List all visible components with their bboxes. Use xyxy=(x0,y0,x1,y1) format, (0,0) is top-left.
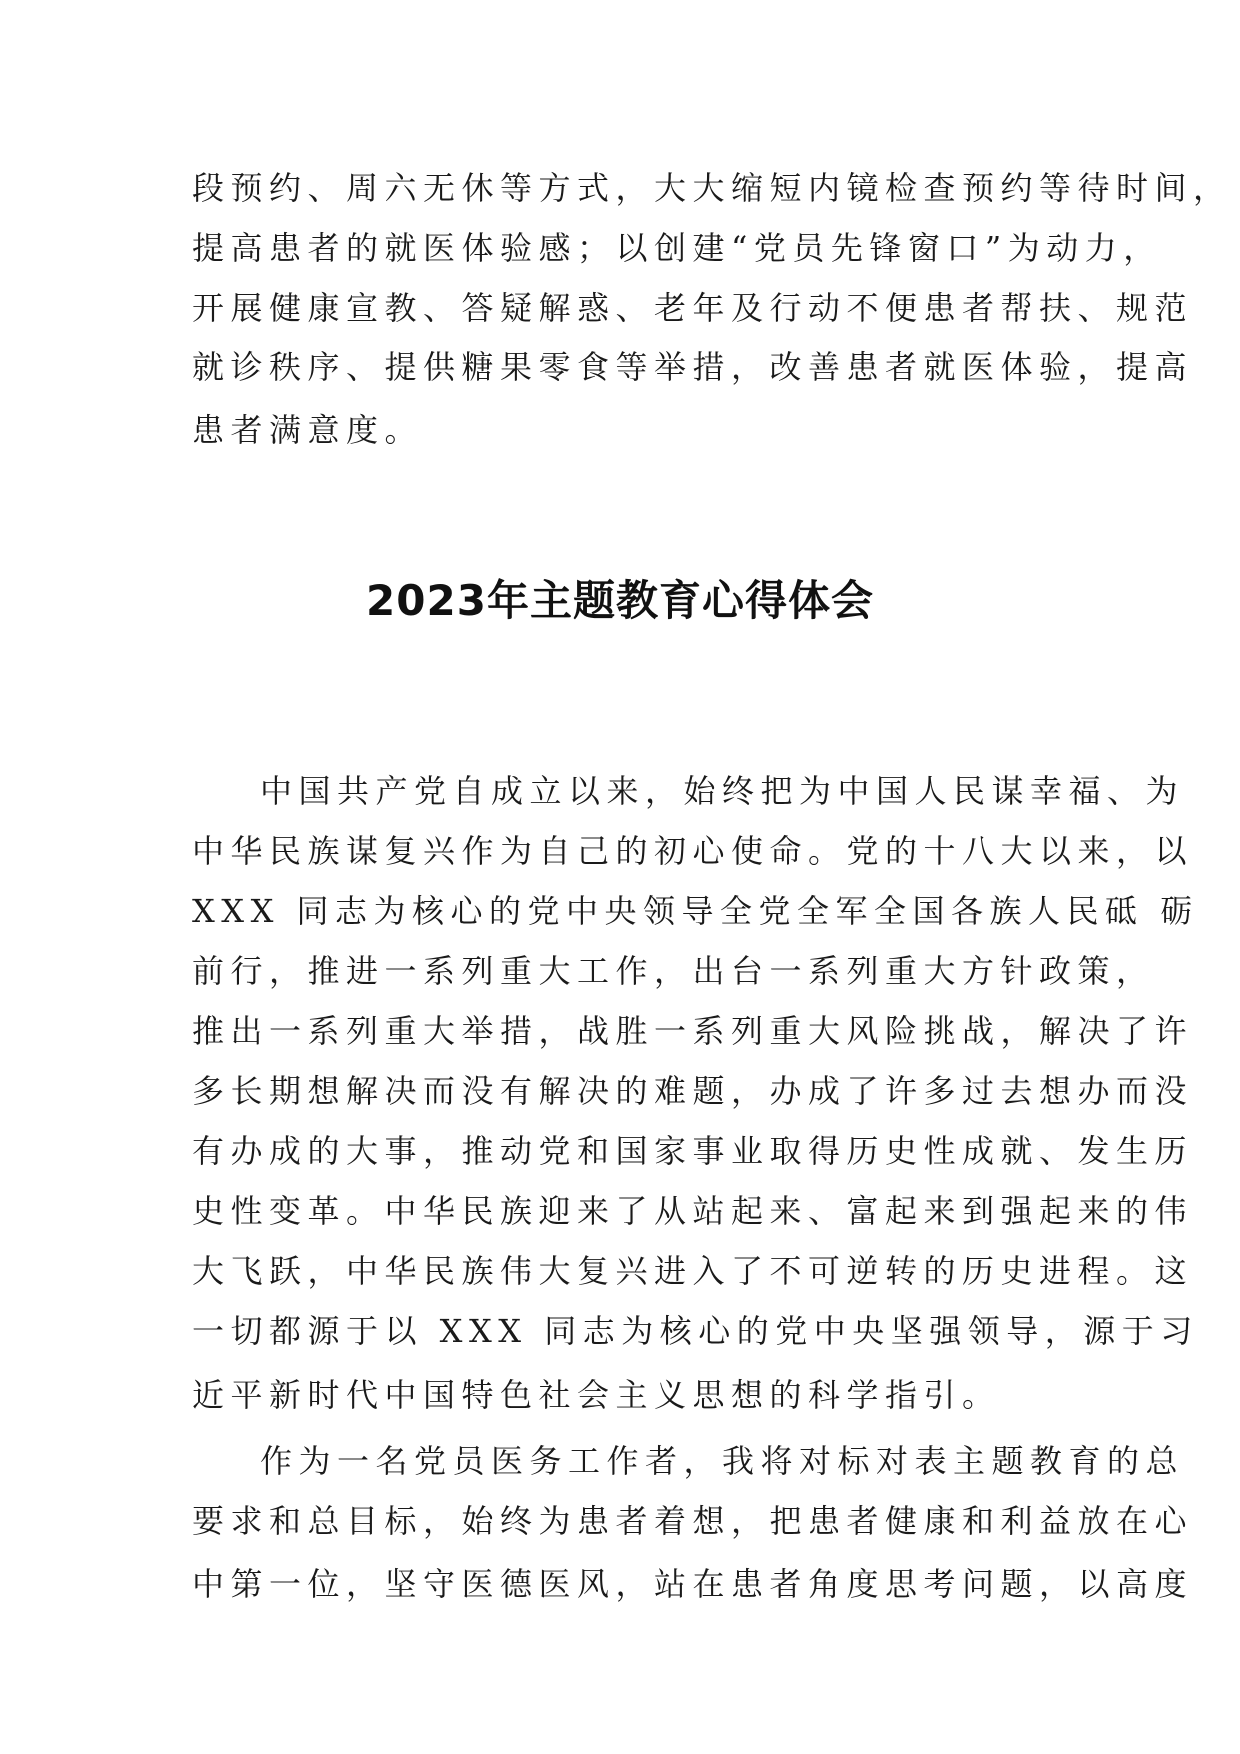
paragraph1-line-3: XXX 同志为核心的党中央领导全党全军全国各族人民砥 砺 xyxy=(192,892,1199,930)
paragraph1-line-5: 推出一系列重大举措，战胜一系列重大风险挑战，解决了许 xyxy=(192,1012,1194,1050)
intro-line-4: 就诊秩序、提供糖果零食等举措，改善患者就医体验，提高 xyxy=(192,348,1194,386)
intro-line-1: 段预约、周六无休等方式，大大缩短内镜检查预约等待时间， xyxy=(192,169,1232,207)
paragraph1-line-10: 一切都源于以 XXX 同志为核心的党中央坚强领导，源于习 xyxy=(192,1312,1199,1350)
intro-line-2: 提高患者的就医体验感；以创建“党员先锋窗口”为动力， xyxy=(192,229,1162,267)
paragraph2-line-1: 作为一名党员医务工作者，我将对标对表主题教育的总 xyxy=(260,1442,1185,1480)
paragraph1-line-8: 史性变革。中华民族迎来了从站起来、富起来到强起来的伟 xyxy=(192,1192,1194,1230)
document-title: 2023年主题教育心得体会 xyxy=(366,576,874,625)
paragraph1-line-6: 多长期想解决而没有解决的难题，办成了许多过去想办而没 xyxy=(192,1072,1194,1110)
paragraph2-line-3: 中第一位，坚守医德医风，站在患者角度思考问题，以高度 xyxy=(192,1565,1194,1603)
paragraph1-line-1: 中国共产党自成立以来，始终把为中国人民谋幸福、为 xyxy=(260,772,1185,810)
paragraph2-line-2: 要求和总目标，始终为患者着想，把患者健康和利益放在心 xyxy=(192,1502,1194,1540)
intro-line-5: 患者满意度。 xyxy=(192,411,424,449)
paragraph1-line-11: 近平新时代中国特色社会主义思想的科学指引。 xyxy=(192,1376,1001,1414)
paragraph1-line-4: 前行，推进一系列重大工作，出台一系列重大方针政策， xyxy=(192,952,1155,990)
paragraph1-line-7: 有办成的大事，推动党和国家事业取得历史性成就、发生历 xyxy=(192,1132,1194,1170)
paragraph1-line-9: 大飞跃，中华民族伟大复兴进入了不可逆转的历史进程。这 xyxy=(192,1252,1194,1290)
intro-line-3: 开展健康宣教、答疑解惑、老年及行动不便患者帮扶、规范 xyxy=(192,289,1194,327)
paragraph1-line-2: 中华民族谋复兴作为自己的初心使命。党的十八大以来，以 xyxy=(192,832,1194,870)
